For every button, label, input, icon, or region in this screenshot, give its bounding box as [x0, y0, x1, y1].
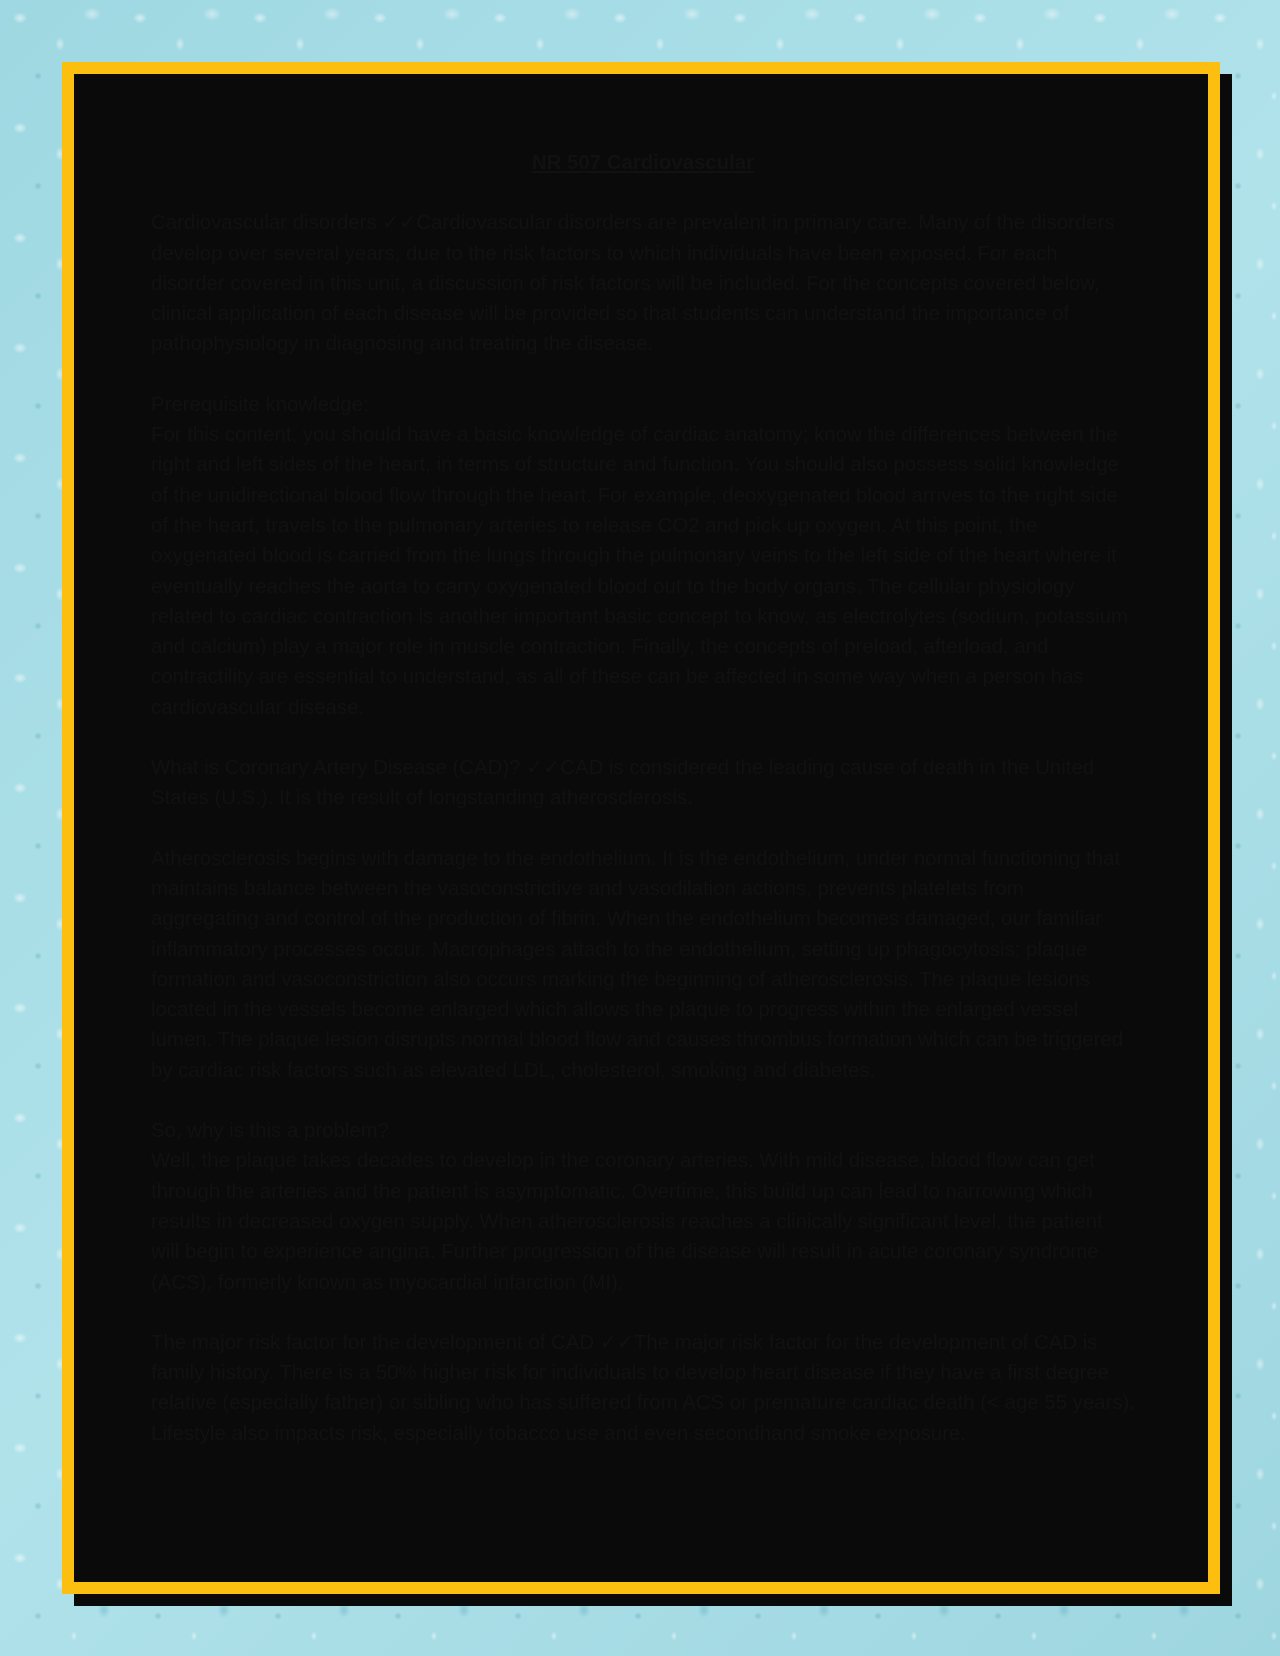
section-heading: So, why is this a problem?: [151, 1120, 389, 1143]
document-title: NR 507 Cardiovascular: [531, 152, 755, 174]
section-text: Well, the plaque takes decades to develop in the coronary arteries. With mild disease, blood flow can get through the arteries and the patient is asymptomatic. Overtime, this build up can lead to narrowing which results in decreased oxygen supply. When atherosclerosis reaches a clinically significant level, the patient will begin to experience angina. Further progression of the disease will result in acute coronary syndrome (ACS), formerly known as myocardial infarction (MI).: [151, 1150, 1103, 1294]
section-lead: Cardiovascular disorders: [151, 212, 377, 235]
section-prerequisite-knowledge: [151, 390, 1135, 723]
check-icon: ✓✓: [526, 757, 561, 780]
section-text: The major risk factor for the development of CAD is family history. There is a 50% higher risk for individuals to develop heart disease if they have a first degree relative (especially father) or sibling who has suffered from ACS or premature cardiac death (< age 55 years). Lifestyle also impacts risk, especially tobacco use and even secondhand smoke exposure.: [151, 1331, 1135, 1445]
section-major-risk-factor: [151, 1328, 1135, 1449]
section-text: Cardiovascular disorders are prevalent in primary care. Many of the disorders develop over several years, due to the risk factors to which individuals have been exposed. For each disorder covered in this unit, a discussion of risk factors will be included. For the concepts covered below, clinical application of each disease will be provided so that students can understand the importance of pathophysiology in diagnosing and treating the disease.: [151, 212, 1115, 356]
check-icon: ✓✓: [382, 212, 417, 235]
document-body: [151, 148, 1135, 1479]
section-text: For this content, you should have a basic knowledge of cardiac anatomy; know the differences between the right and left sides of the heart, in terms of structure and function. You should also possess solid knowledge of the unidirectional blood flow through the heart. For example, deoxygenated blood arrives to the right side of the heart, travels to the pulmonary arteries to release CO2 and pick up oxygen. At this point, the oxygenated blood is carried from the lungs through the pulmonary veins to the left side of the heart where it eventually reaches the aorta to carry oxygenated blood out to the body organs. The cellular physiology related to cardiac contraction is another important basic concept to know, as electrolytes (sodium, potassium and calcium) play a major role in muscle contraction. Finally, the concepts of preload, afterload, and contractility are essential to understand, as all of these can be affected in some way when a person has cardiovascular disease.: [151, 424, 1128, 719]
section-heading: Prerequisite knowledge:: [151, 393, 369, 416]
section-what-is-cad: [151, 753, 1135, 814]
section-lead: The major risk factor for the development of CAD: [151, 1331, 595, 1354]
check-icon: ✓✓: [599, 1331, 634, 1354]
section-why-problem: [151, 1116, 1135, 1298]
section-text: Atherosclerosis begins with damage to the endothelium. It is the endothelium, under normal functioning that maintains balance between the vasoconstrictive and vasodilation actions, prevents platelets from aggregating and control of the production of fibrin. When the endothelium becomes damaged, our familiar inflammatory processes occur. Macrophages attach to the endothelium, setting up phagocytosis; plaque formation and vasoconstriction also occurs marking the beginning of atherosclerosis. The plaque lesions located in the vessels become enlarged which allows the plaque to progress within the enlarged vessel lumen. The plaque lesion disrupts normal blood flow and causes thrombus formation which can be triggered by cardiac risk factors such as elevated LDL, cholesterol, smoking and diabetes.: [151, 847, 1124, 1082]
section-lead: What is Coronary Artery Disease (CAD)?: [151, 757, 521, 780]
section-atherosclerosis: [151, 844, 1135, 1086]
section-cardiovascular-disorders: [151, 208, 1135, 359]
section-text: CAD is considered the leading cause of death in the United States (U.S.). It is the result of longstanding atherosclerosis.: [151, 757, 1095, 810]
